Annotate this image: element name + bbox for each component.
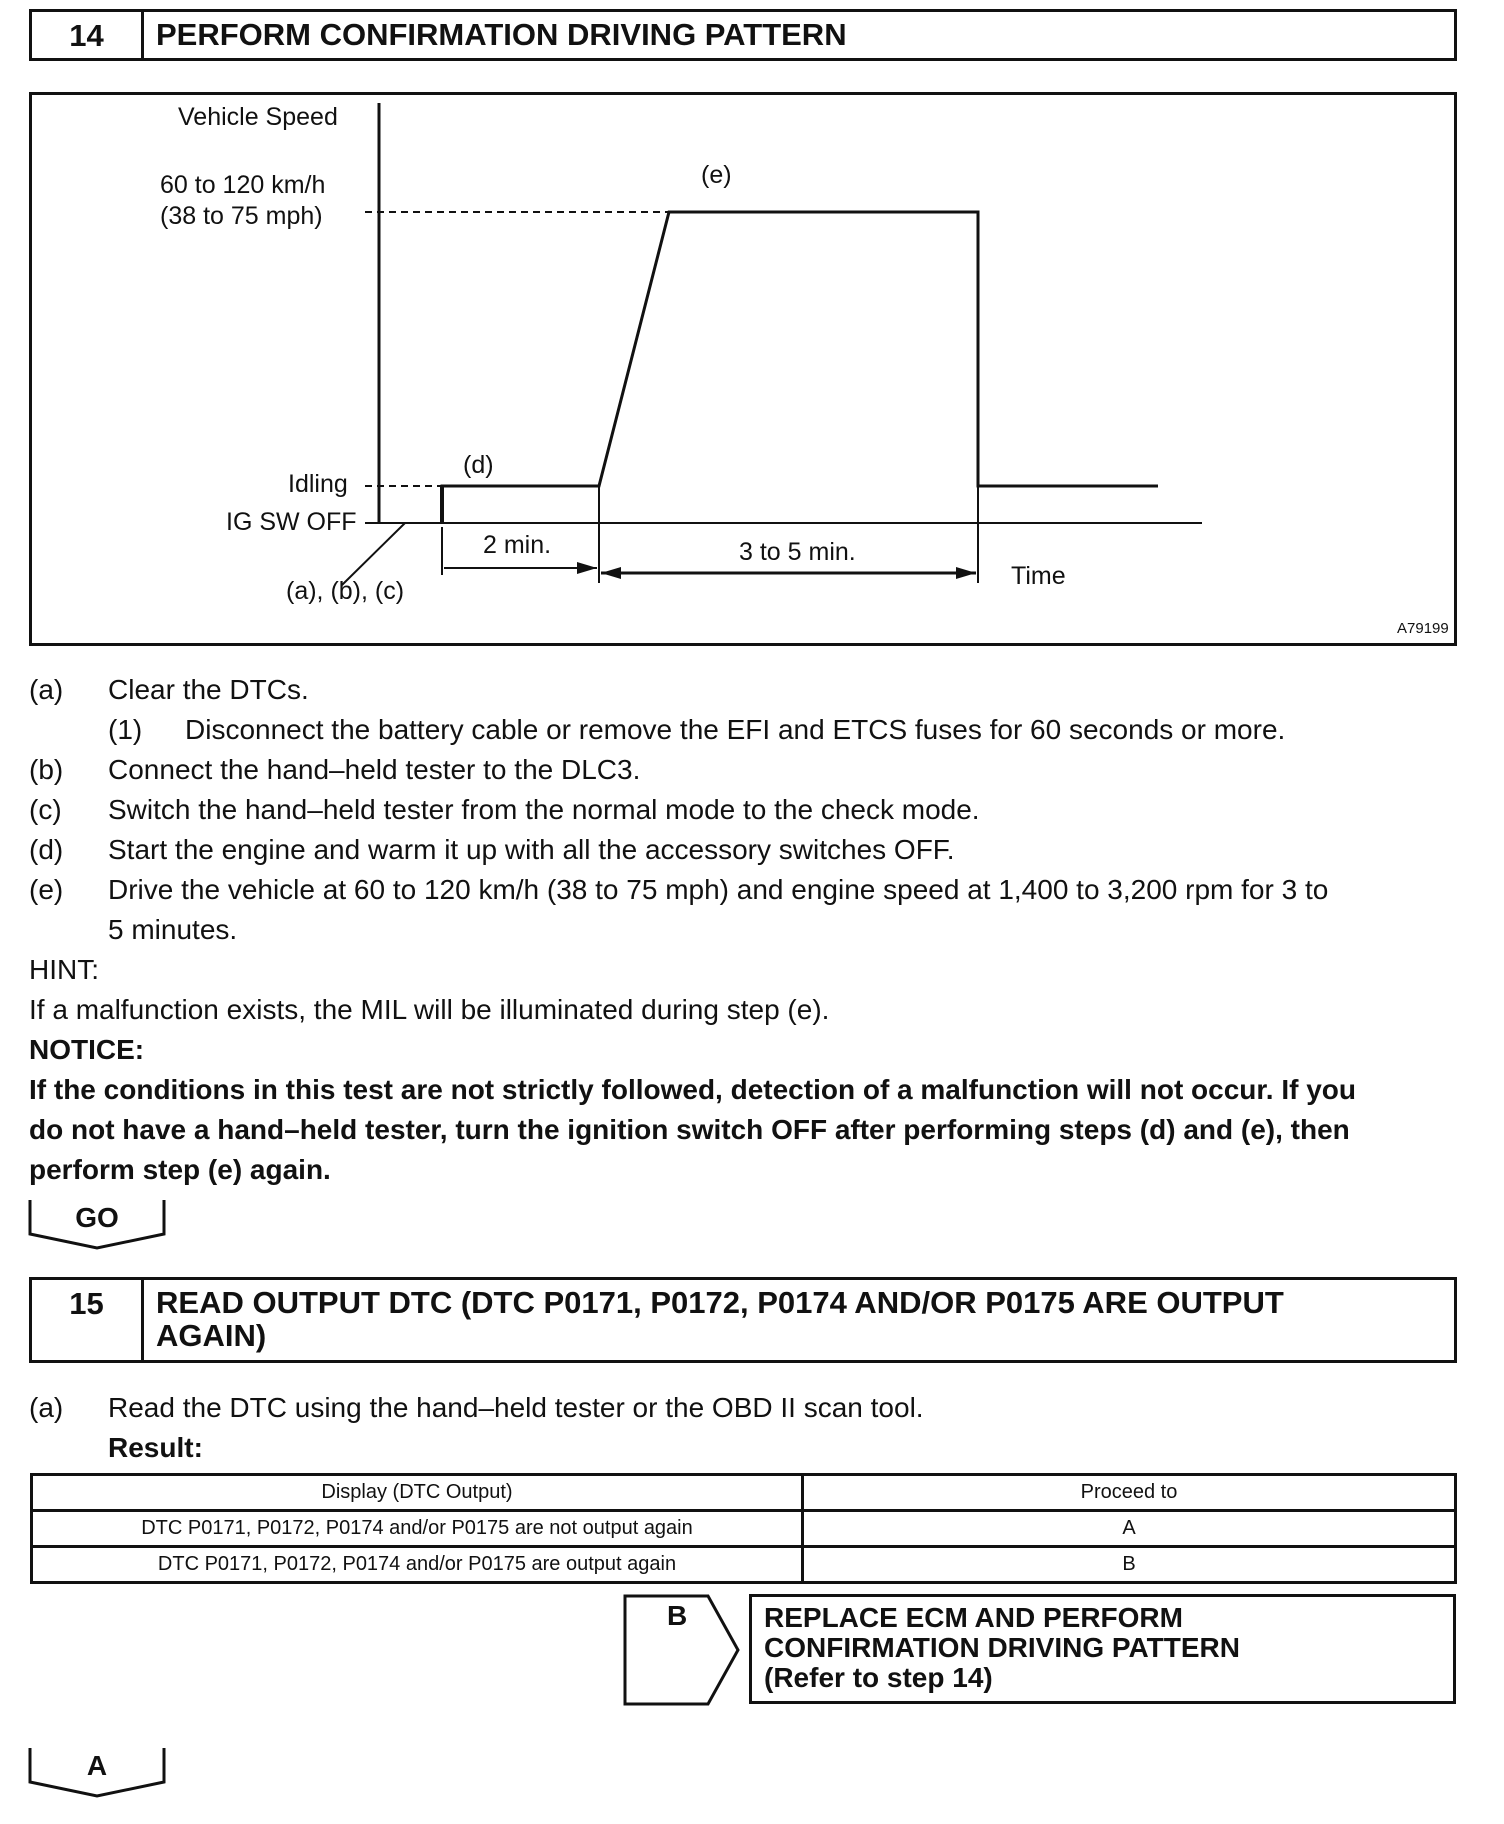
steps-abc-label: (a), (b), (c) bbox=[286, 577, 405, 605]
step-c-marker: (c) bbox=[29, 794, 62, 825]
result-label: Result: bbox=[108, 1432, 203, 1463]
step-a1-text: Disconnect the battery cable or remove the EFI and ETCS fuses for 60 seconds or more. bbox=[185, 714, 1286, 745]
table-row bbox=[32, 1547, 1456, 1583]
ig-sw-off-label: IG SW OFF bbox=[226, 508, 357, 536]
branch-a-tag bbox=[28, 1746, 166, 1798]
step-title-line2: AGAIN) bbox=[156, 1318, 267, 1353]
notice-label: NOTICE: bbox=[29, 1034, 145, 1065]
hint-text: If a malfunction exists, the MIL will be illuminated during step (e). bbox=[29, 994, 830, 1025]
replace-line3: (Refer to step 14) bbox=[764, 1662, 993, 1693]
step-title: PERFORM CONFIRMATION DRIVING PATTERN bbox=[156, 17, 847, 52]
go-tag bbox=[28, 1198, 166, 1250]
speed-range-label: 60 to 120 km/h bbox=[160, 171, 326, 199]
table-header-row bbox=[32, 1475, 1456, 1511]
step-number: 14 bbox=[32, 12, 144, 58]
branch-a-label: A bbox=[86, 1750, 108, 1781]
step-title bbox=[144, 1280, 1454, 1360]
speed-profile-line bbox=[442, 212, 1158, 523]
replace-line1: REPLACE ECM AND PERFORM bbox=[764, 1602, 1183, 1633]
replace-ecm-box bbox=[749, 1594, 1456, 1704]
step-d-text: Start the engine and warm it up with all the accessory switches OFF. bbox=[108, 834, 955, 865]
step-e-text-line2: 5 minutes. bbox=[108, 914, 238, 945]
table-cell: A bbox=[803, 1511, 1456, 1547]
idling-label: Idling bbox=[288, 470, 348, 498]
time-label: Time bbox=[1011, 562, 1066, 590]
y-axis-title: Vehicle Speed bbox=[178, 103, 338, 131]
step-title-line1: READ OUTPUT DTC (DTC P0171, P0172, P0174 AND/OR P0175 ARE OUTPUT bbox=[156, 1285, 1284, 1320]
step15-a-text: Read the DTC using the hand–held tester or the OBD II scan tool. bbox=[108, 1392, 924, 1423]
speed-range-mph-label: (38 to 75 mph) bbox=[160, 202, 323, 230]
step-e-text-line1: Drive the vehicle at 60 to 120 km/h (38 to 75 mph) and engine speed at 1,400 to 3,200 rpm for 3 to bbox=[108, 874, 1329, 905]
figure-id: A79199 bbox=[1397, 620, 1449, 637]
branch-b-label: B bbox=[667, 1600, 688, 1631]
table-row bbox=[32, 1511, 1456, 1547]
step-14-header bbox=[29, 9, 1457, 61]
step-d-label: (d) bbox=[463, 451, 494, 479]
step-a1-marker: (1) bbox=[108, 714, 143, 745]
step-d-marker: (d) bbox=[29, 834, 64, 865]
table-cell: DTC P0171, P0172, P0174 and/or P0175 are not output again bbox=[32, 1511, 803, 1547]
driving-pattern-diagram bbox=[29, 92, 1457, 646]
step-b-text: Connect the hand–held tester to the DLC3. bbox=[108, 754, 641, 785]
go-label: GO bbox=[75, 1202, 119, 1233]
notice-text-line1: If the conditions in this test are not strictly followed, detection of a malfunction will not occur. If you bbox=[29, 1074, 1356, 1105]
replace-line2: CONFIRMATION DRIVING PATTERN bbox=[764, 1632, 1240, 1663]
step-e-marker: (e) bbox=[29, 874, 64, 905]
branch-b-arrow-box bbox=[623, 1594, 743, 1706]
step-a-marker: (a) bbox=[29, 674, 64, 705]
step15-a-marker: (a) bbox=[29, 1392, 64, 1423]
step-b-marker: (b) bbox=[29, 754, 64, 785]
hint-label: HINT: bbox=[29, 954, 99, 985]
step-number: 15 bbox=[32, 1280, 144, 1360]
step-e-label: (e) bbox=[701, 161, 732, 189]
two-min-label: 2 min. bbox=[483, 531, 552, 559]
notice-text-line3: perform step (e) again. bbox=[29, 1154, 331, 1185]
table-header-cell: Proceed to bbox=[803, 1475, 1456, 1511]
table-header-cell: Display (DTC Output) bbox=[32, 1475, 803, 1511]
result-table bbox=[30, 1473, 1457, 1584]
notice-text-line2: do not have a hand–held tester, turn the ignition switch OFF after performing steps (d) and (e), then bbox=[29, 1114, 1350, 1145]
step-a-text: Clear the DTCs. bbox=[108, 674, 309, 705]
three-to-five-label: 3 to 5 min. bbox=[739, 538, 856, 566]
step-15-header bbox=[29, 1277, 1457, 1363]
step-c-text: Switch the hand–held tester from the normal mode to the check mode. bbox=[108, 794, 980, 825]
table-cell: B bbox=[803, 1547, 1456, 1583]
table-cell: DTC P0171, P0172, P0174 and/or P0175 are output again bbox=[32, 1547, 803, 1583]
